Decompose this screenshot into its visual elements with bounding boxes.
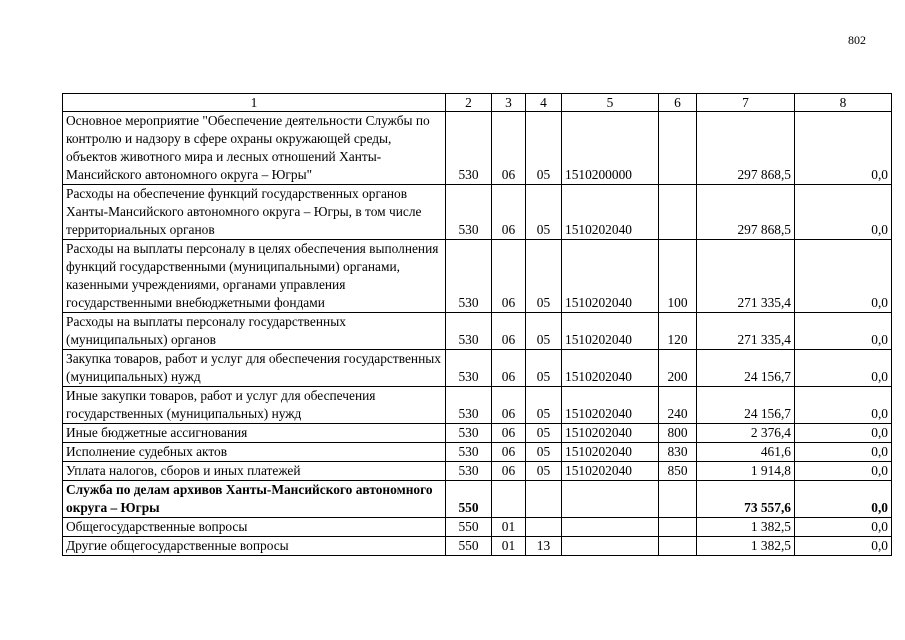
row-amount-cell: 297 868,5 bbox=[697, 112, 795, 185]
row-subsection-cell: 05 bbox=[526, 313, 562, 350]
row-name-cell: Иные бюджетные ассигнования bbox=[63, 424, 446, 443]
row-subsection-cell bbox=[526, 481, 562, 518]
header-cell: 2 bbox=[446, 94, 492, 112]
row-amount-second-cell: 0,0 bbox=[795, 462, 892, 481]
table-row bbox=[63, 518, 892, 537]
header-cell: 8 bbox=[795, 94, 892, 112]
row-target-article-cell: 1510202040 bbox=[562, 240, 659, 313]
row-section-cell: 06 bbox=[492, 424, 526, 443]
header-cell: 1 bbox=[63, 94, 446, 112]
row-amount-second-cell: 0,0 bbox=[795, 424, 892, 443]
row-subsection-cell: 05 bbox=[526, 240, 562, 313]
row-amount-cell: 271 335,4 bbox=[697, 240, 795, 313]
row-name-cell: Общегосударственные вопросы bbox=[63, 518, 446, 537]
row-name-cell: Иные закупки товаров, работ и услуг для обеспечения государственных (муниципальных) нужд bbox=[63, 387, 446, 424]
row-name-cell: Расходы на выплаты персоналу в целях обеспечения выполнения функций государственными (муниципальными) органами, казенными учреждениями, органами управления государственными внебюджетными фондами bbox=[63, 240, 446, 313]
row-amount-cell: 297 868,5 bbox=[697, 185, 795, 240]
row-target-article-cell bbox=[562, 537, 659, 556]
row-expense-type-cell: 200 bbox=[659, 350, 697, 387]
row-subsection-cell: 05 bbox=[526, 350, 562, 387]
row-ministry-code-cell: 530 bbox=[446, 350, 492, 387]
row-amount-second-cell: 0,0 bbox=[795, 240, 892, 313]
row-amount-cell: 2 376,4 bbox=[697, 424, 795, 443]
table-row bbox=[63, 350, 892, 387]
table-row bbox=[63, 313, 892, 350]
row-target-article-cell: 1510202040 bbox=[562, 443, 659, 462]
row-ministry-code-cell: 530 bbox=[446, 424, 492, 443]
row-section-cell: 01 bbox=[492, 518, 526, 537]
row-ministry-code-cell: 550 bbox=[446, 537, 492, 556]
table-body bbox=[63, 112, 892, 556]
row-name-cell: Закупка товаров, работ и услуг для обеспечения государственных (муниципальных) нужд bbox=[63, 350, 446, 387]
row-ministry-code-cell: 550 bbox=[446, 518, 492, 537]
row-amount-second-cell: 0,0 bbox=[795, 387, 892, 424]
row-subsection-cell: 05 bbox=[526, 424, 562, 443]
row-ministry-code-cell: 530 bbox=[446, 185, 492, 240]
row-name-cell: Служба по делам архивов Ханты-Мансийского автономного округа – Югры bbox=[63, 481, 446, 518]
row-section-cell: 06 bbox=[492, 185, 526, 240]
row-amount-cell: 1 382,5 bbox=[697, 518, 795, 537]
table-row bbox=[63, 481, 892, 518]
row-amount-second-cell: 0,0 bbox=[795, 112, 892, 185]
row-target-article-cell bbox=[562, 518, 659, 537]
row-expense-type-cell: 120 bbox=[659, 313, 697, 350]
row-section-cell: 01 bbox=[492, 537, 526, 556]
header-cell: 6 bbox=[659, 94, 697, 112]
row-ministry-code-cell: 530 bbox=[446, 387, 492, 424]
row-amount-cell: 1 914,8 bbox=[697, 462, 795, 481]
row-expense-type-cell: 100 bbox=[659, 240, 697, 313]
row-expense-type-cell bbox=[659, 112, 697, 185]
row-target-article-cell: 1510202040 bbox=[562, 387, 659, 424]
row-section-cell: 06 bbox=[492, 112, 526, 185]
row-name-cell: Уплата налогов, сборов и иных платежей bbox=[63, 462, 446, 481]
row-target-article-cell: 1510202040 bbox=[562, 313, 659, 350]
row-expense-type-cell: 800 bbox=[659, 424, 697, 443]
table-row bbox=[63, 424, 892, 443]
budget-table bbox=[62, 93, 892, 556]
row-section-cell: 06 bbox=[492, 443, 526, 462]
row-amount-cell: 73 557,6 bbox=[697, 481, 795, 518]
table-row bbox=[63, 185, 892, 240]
row-amount-second-cell: 0,0 bbox=[795, 481, 892, 518]
row-target-article-cell: 1510202040 bbox=[562, 462, 659, 481]
row-name-cell: Расходы на выплаты персоналу государственных (муниципальных) органов bbox=[63, 313, 446, 350]
row-ministry-code-cell: 530 bbox=[446, 313, 492, 350]
row-amount-cell: 271 335,4 bbox=[697, 313, 795, 350]
row-expense-type-cell bbox=[659, 537, 697, 556]
table-row bbox=[63, 443, 892, 462]
row-amount-second-cell: 0,0 bbox=[795, 313, 892, 350]
row-target-article-cell: 1510202040 bbox=[562, 424, 659, 443]
table-row bbox=[63, 112, 892, 185]
row-amount-cell: 24 156,7 bbox=[697, 350, 795, 387]
row-amount-second-cell: 0,0 bbox=[795, 350, 892, 387]
row-subsection-cell: 05 bbox=[526, 112, 562, 185]
table-row bbox=[63, 240, 892, 313]
row-ministry-code-cell: 530 bbox=[446, 240, 492, 313]
row-section-cell: 06 bbox=[492, 462, 526, 481]
row-expense-type-cell: 850 bbox=[659, 462, 697, 481]
page-number: 802 bbox=[848, 33, 866, 47]
row-name-cell: Исполнение судебных актов bbox=[63, 443, 446, 462]
row-ministry-code-cell: 530 bbox=[446, 112, 492, 185]
row-amount-second-cell: 0,0 bbox=[795, 443, 892, 462]
row-section-cell: 06 bbox=[492, 350, 526, 387]
row-expense-type-cell bbox=[659, 481, 697, 518]
table-row bbox=[63, 387, 892, 424]
row-amount-cell: 461,6 bbox=[697, 443, 795, 462]
row-name-cell: Основное мероприятие "Обеспечение деятельности Службы по контролю и надзору в сфере охраны окружающей среды, объектов животного мира и лесных отношений Ханты-Мансийского автономного округа – Югры" bbox=[63, 112, 446, 185]
table-row bbox=[63, 537, 892, 556]
header-cell: 3 bbox=[492, 94, 526, 112]
row-ministry-code-cell: 530 bbox=[446, 443, 492, 462]
row-section-cell bbox=[492, 481, 526, 518]
row-section-cell: 06 bbox=[492, 387, 526, 424]
row-target-article-cell: 1510202040 bbox=[562, 185, 659, 240]
header-cell: 5 bbox=[562, 94, 659, 112]
row-subsection-cell: 13 bbox=[526, 537, 562, 556]
row-expense-type-cell bbox=[659, 518, 697, 537]
row-section-cell: 06 bbox=[492, 240, 526, 313]
header-row bbox=[63, 94, 892, 112]
row-subsection-cell: 05 bbox=[526, 387, 562, 424]
row-amount-second-cell: 0,0 bbox=[795, 518, 892, 537]
row-subsection-cell: 05 bbox=[526, 185, 562, 240]
row-amount-second-cell: 0,0 bbox=[795, 537, 892, 556]
row-subsection-cell: 05 bbox=[526, 443, 562, 462]
row-name-cell: Другие общегосударственные вопросы bbox=[63, 537, 446, 556]
row-amount-cell: 1 382,5 bbox=[697, 537, 795, 556]
row-ministry-code-cell: 550 bbox=[446, 481, 492, 518]
row-section-cell: 06 bbox=[492, 313, 526, 350]
row-expense-type-cell: 240 bbox=[659, 387, 697, 424]
row-target-article-cell: 1510200000 bbox=[562, 112, 659, 185]
row-expense-type-cell bbox=[659, 185, 697, 240]
row-expense-type-cell: 830 bbox=[659, 443, 697, 462]
row-target-article-cell: 1510202040 bbox=[562, 350, 659, 387]
row-name-cell: Расходы на обеспечение функций государственных органов Ханты-Мансийского автономного округа – Югры, в том числе территориальных органов bbox=[63, 185, 446, 240]
row-subsection-cell: 05 bbox=[526, 462, 562, 481]
row-ministry-code-cell: 530 bbox=[446, 462, 492, 481]
row-amount-cell: 24 156,7 bbox=[697, 387, 795, 424]
table-row bbox=[63, 462, 892, 481]
row-amount-second-cell: 0,0 bbox=[795, 185, 892, 240]
row-subsection-cell bbox=[526, 518, 562, 537]
row-target-article-cell bbox=[562, 481, 659, 518]
header-cell: 7 bbox=[697, 94, 795, 112]
header-cell: 4 bbox=[526, 94, 562, 112]
